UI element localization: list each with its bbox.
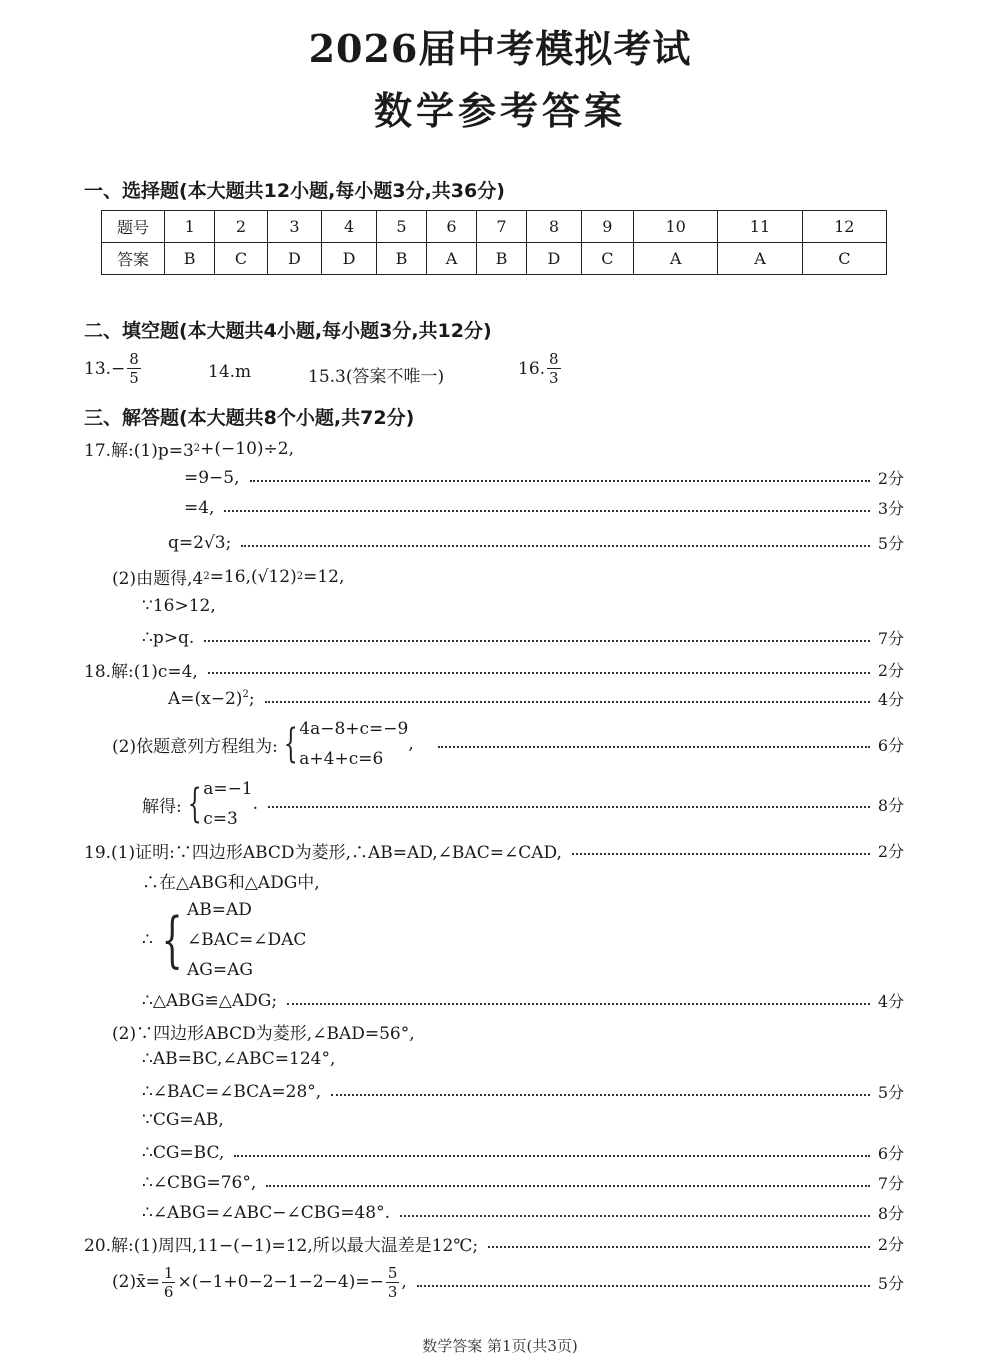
q19-l8-text: ∴CG=BC, [142, 1142, 225, 1163]
q17-line-3 [184, 496, 904, 519]
q14-text: 14.m [208, 362, 252, 382]
q18-l3-score: 6分 [877, 735, 904, 755]
q13-fraction [127, 350, 141, 387]
q17-l3-text: =4, [184, 497, 215, 518]
q17-l4-score: 5分 [877, 534, 904, 553]
table-cell-number: 8 [527, 211, 582, 243]
row-label-answer: 答案 [102, 243, 165, 275]
dot-leader [400, 1215, 870, 1217]
q19-line-9 [142, 1171, 904, 1194]
q17-line-4 [168, 531, 904, 554]
answer-table [101, 210, 887, 275]
q16-numerator: 8 [549, 350, 559, 368]
table-cell-number: 9 [581, 211, 633, 243]
q20-num2: 5 [387, 1264, 398, 1282]
q18-l2-score: 4分 [877, 690, 904, 709]
q17-line-5 [112, 564, 344, 589]
brace: { [161, 905, 183, 975]
q20-fraction-1 [162, 1264, 176, 1301]
dot-leader [224, 510, 869, 512]
q19-l6-text: ∴∠BAC=∠BCA=28°, [142, 1081, 322, 1102]
table-cell-number: 5 [376, 211, 426, 243]
q19-l10-score: 8分 [877, 1204, 904, 1223]
dot-leader [208, 672, 870, 674]
q19-l3-score: 4分 [877, 992, 904, 1011]
q19-sys-row3: AG=AG [187, 960, 253, 980]
q18-l2a: A=(x−2) [168, 688, 243, 709]
table-cell-answer: D [267, 243, 322, 275]
q19-line-5 [142, 1049, 335, 1069]
q17-l6-text: ∵16>12, [142, 596, 216, 616]
page-footer: 数学答案 第1页(共3页) [422, 1337, 578, 1355]
q20-l2-score: 5分 [877, 1274, 904, 1293]
brace: { [187, 781, 202, 827]
q18-sol2: c=3 [203, 809, 238, 829]
table-cell-answer: B [376, 243, 426, 275]
table-cell-number: 3 [267, 211, 322, 243]
table-cell-number: 12 [802, 211, 886, 243]
q17-l1-sup: 2 [193, 443, 201, 454]
dot-leader [268, 806, 870, 808]
q16-answer [518, 350, 563, 387]
q18-line-3 [112, 714, 904, 774]
q20-den2: 3 [387, 1283, 398, 1301]
q17-l2-score: 2分 [877, 469, 904, 488]
q20-l2c: , [401, 1272, 407, 1292]
table-cell-number: 7 [476, 211, 526, 243]
q19-l9-text: ∴∠CBG=76°, [142, 1172, 257, 1193]
table-cell-answer: A [718, 243, 802, 275]
q18-line-2 [168, 687, 904, 710]
q17-l5-sup2: 2 [296, 571, 304, 582]
q17-line-6 [142, 596, 216, 616]
dot-leader [265, 701, 870, 703]
q19-line-7 [142, 1110, 224, 1130]
table-cell-answer: C [802, 243, 886, 275]
dot-leader [572, 853, 870, 855]
q17-l7-score: 7分 [877, 629, 904, 648]
q17-l1a: 17.解:(1)p=3 [84, 441, 194, 461]
dot-leader [250, 480, 870, 482]
exam-title: 2026届中考模拟考试 [308, 26, 692, 71]
table-cell-number: 2 [215, 211, 267, 243]
section-1-heading: 一、选择题(本大题共12小题,每小题3分,共36分) [84, 180, 505, 202]
table-cell-answer: D [322, 243, 377, 275]
q18-line-1 [84, 657, 904, 682]
table-cell-answer: A [427, 243, 477, 275]
table-cell-answer: C [215, 243, 267, 275]
q20-den1: 6 [163, 1283, 174, 1301]
q19-sys-row2: ∠BAC=∠DAC [187, 930, 307, 950]
q18-eq1: 4a−8+c=−9 [299, 719, 409, 739]
q19-l6-score: 5分 [877, 1083, 904, 1102]
q19-sys-prefix: ∴ [142, 930, 153, 950]
q19-l9-score: 7分 [877, 1174, 904, 1193]
q20-line-2 [112, 1264, 904, 1301]
q17-line-2 [184, 466, 904, 489]
q20-fraction-2 [386, 1264, 400, 1301]
q17-l7-text: ∴p>q. [142, 627, 195, 648]
brace: { [283, 721, 298, 767]
q20-l1-score: 2分 [877, 1235, 904, 1254]
table-cell-number: 6 [427, 211, 477, 243]
table-cell-answer: C [581, 243, 633, 275]
q18-l1-text: 18.解:(1)c=4, [84, 662, 198, 682]
q17-l5a: (2)由题得,4 [112, 569, 204, 589]
q17-l5c: =12, [303, 566, 345, 587]
q15-text: 15.3(答案不唯一) [308, 367, 445, 387]
q19-sys-row1: AB=AD [187, 900, 252, 920]
q19-line-4 [112, 1019, 415, 1044]
table-cell-answer: D [527, 243, 582, 275]
q18-eq2: a+4+c=6 [299, 749, 384, 769]
q17-l5-sup1: 2 [203, 571, 210, 582]
q17-l5b: =16,(√12) [209, 566, 297, 587]
q18-sol1: a=−1 [203, 779, 253, 799]
q18-l4-prefix: 解得: [142, 796, 182, 817]
dot-leader [438, 746, 870, 748]
table-row-numbers [102, 211, 887, 243]
q20-l1-text: 20.解:(1)周四,11−(−1)=12,所以最大温差是12℃; [84, 1236, 479, 1256]
q19-l10-text: ∴∠ABG=∠ABC−∠CBG=48°. [142, 1202, 390, 1223]
q19-line-1 [84, 838, 904, 863]
q14-answer [208, 362, 251, 382]
q17-l3-score: 3分 [877, 499, 904, 518]
section-3-heading: 三、解答题(本大题共8个小题,共72分) [84, 407, 415, 429]
q19-l1-text: 19.(1)证明:∵四边形ABCD为菱形,∴AB=AD,∠BAC=∠CAD, [84, 843, 562, 863]
q20-line-1 [84, 1231, 904, 1256]
q19-l5-text: ∴AB=BC,∠ABC=124°, [142, 1049, 336, 1069]
q19-line-10 [142, 1201, 904, 1224]
table-cell-answer: A [634, 243, 718, 275]
q16-denominator: 3 [549, 369, 559, 387]
table-cell-answer: B [476, 243, 526, 275]
q19-l1-score: 2分 [877, 842, 904, 861]
q20-l2a: (2)x̄= [112, 1272, 160, 1292]
dot-leader [241, 545, 869, 547]
table-cell-number: 11 [718, 211, 802, 243]
q18-l3-prefix: (2)依题意列方程组为: [112, 736, 278, 757]
q16-prefix: 16. [518, 358, 546, 379]
table-cell-number: 4 [322, 211, 377, 243]
q17-l1b: +(−10)÷2, [200, 438, 295, 459]
table-cell-number: 10 [634, 211, 718, 243]
section-2-heading: 二、填空题(本大题共4小题,每小题3分,共12分) [84, 320, 492, 342]
q19-line-6 [142, 1080, 904, 1103]
q20-l2b: ×(−1+0−2−1−2−4)=− [177, 1272, 384, 1292]
q19-line-2 [142, 868, 320, 893]
dot-leader [204, 640, 870, 642]
q19-l7-text: ∵CG=AB, [142, 1110, 224, 1130]
q18-l3-suffix: , [408, 734, 414, 754]
dot-leader [266, 1185, 870, 1187]
q13-answer [84, 350, 143, 387]
q18-l4-score: 8分 [877, 795, 904, 815]
dot-leader [234, 1155, 870, 1157]
q18-l2b: ; [248, 688, 255, 709]
q17-l4-text: q=2√3; [168, 532, 232, 553]
q19-l4-text: (2)∵四边形ABCD为菱形,∠BAD=56°, [112, 1024, 415, 1044]
dot-leader [488, 1246, 870, 1248]
q20-num1: 1 [163, 1264, 174, 1282]
q18-l4-suffix: . [252, 794, 259, 814]
q17-l2-text: =9−5, [184, 467, 240, 488]
q17-line-7 [142, 626, 904, 649]
q18-line-4 [142, 774, 904, 834]
q19-l2-text: ∴在△ABG和△ADG中, [142, 873, 320, 893]
q18-l2-sup: 2 [242, 688, 249, 700]
dot-leader [287, 1003, 870, 1005]
q19-line-8 [142, 1141, 904, 1164]
q13-numerator: 8 [129, 350, 139, 368]
q13-prefix: 13.− [84, 358, 126, 379]
q16-fraction [547, 350, 561, 387]
row-label-number: 题号 [102, 211, 165, 243]
q19-system [142, 895, 306, 985]
q17-line-1 [84, 436, 294, 461]
dot-leader [417, 1285, 870, 1287]
answer-key-title: 数学参考答案 [373, 88, 626, 133]
q13-denominator: 5 [129, 369, 139, 387]
q19-l8-score: 6分 [877, 1144, 904, 1163]
dot-leader [331, 1094, 870, 1096]
table-cell-answer: B [165, 243, 215, 275]
q18-l1-score: 2分 [877, 661, 904, 680]
q15-answer [308, 362, 444, 387]
q19-l3-text: ∴△ABG≌△ADG; [142, 990, 278, 1011]
table-row-answers [102, 243, 887, 275]
q19-line-3 [142, 989, 904, 1012]
table-cell-number: 1 [165, 211, 215, 243]
